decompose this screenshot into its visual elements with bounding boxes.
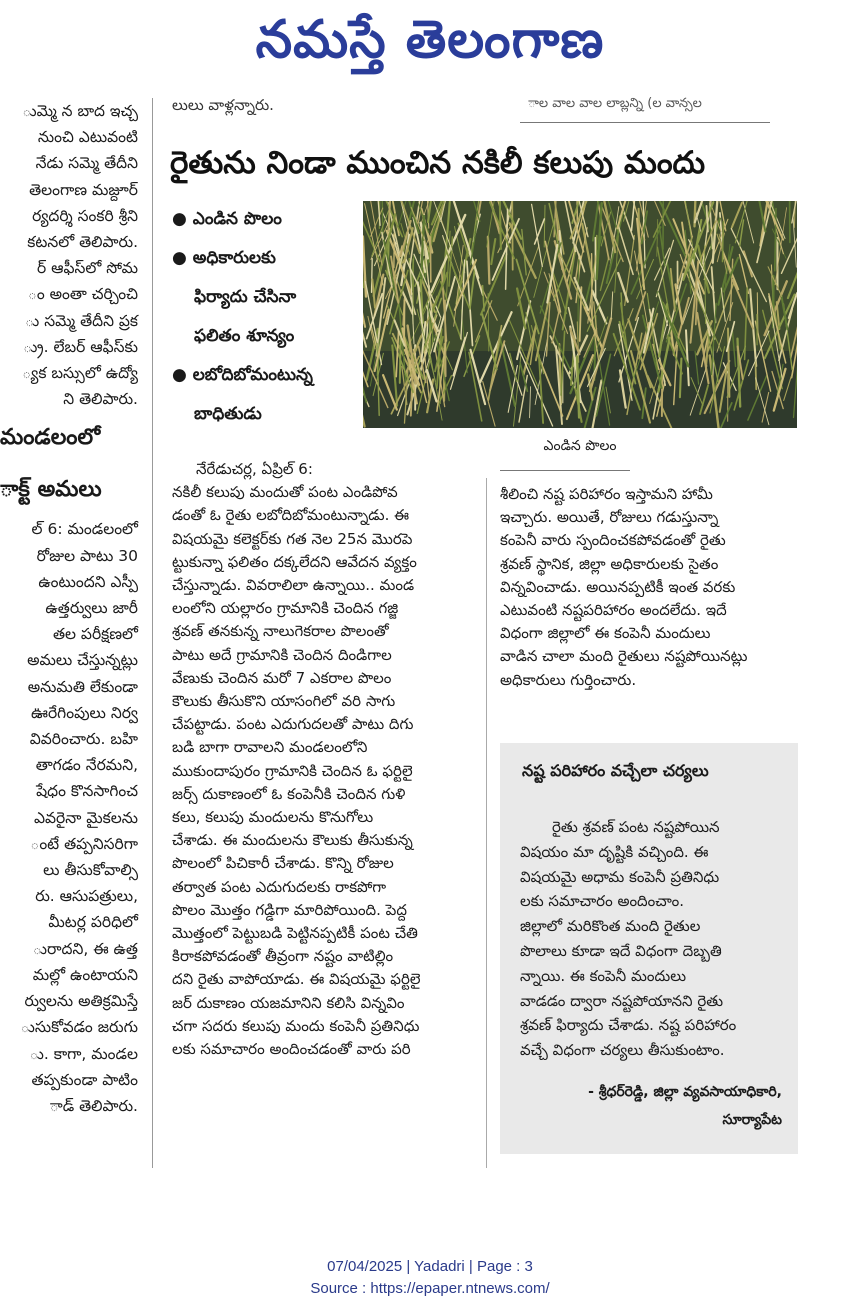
body-text-line: జర్ దుకాణం యజమానిని కలిసి విన్నవిం — [172, 993, 405, 1012]
bullet-line: ఫలితం శూన్యం — [194, 326, 295, 346]
left-text-line: ఎవరైనా మైకలను — [34, 808, 138, 827]
left-text-line: కటనలో తెలిపారు. — [27, 233, 138, 252]
body-text-line: లంలోని యల్లారం గ్రామానికి చెందిన గజ్జి — [172, 599, 399, 618]
left-text-line: ు సమ్మె తేదీని ప్రక — [24, 311, 138, 330]
quote-text-line: వాడడం ద్వారా నష్టపోయానని రైతు — [520, 991, 724, 1010]
article-body-column-2 — [500, 483, 800, 692]
left-text-line: రు. ఆసుపత్రులు, — [35, 887, 138, 906]
left-text-line: ఊరేగింపులు నిర్వ — [31, 703, 138, 722]
quote-text-line: విషయమై అధామ కంపెనీ ప్రతినిధు — [520, 867, 720, 886]
quote-text-line: విషయం మా దృష్టికి వచ్చింది. ఈ — [520, 842, 709, 861]
body-text-line: నేరేడుచర్ల, ఏప్రిల్ 6: — [196, 460, 313, 478]
quote-text-line: న్నాయి. ఈ కంపెనీ మందులు — [520, 966, 687, 985]
body-text-line: పొలంలో పిచికారీ చేశాడు. కొన్ని రోజుల — [172, 854, 394, 873]
left-text-line: ుసుకోవడం జరుగు — [20, 1018, 138, 1037]
left-text-line: ు. కాగా, మండల — [29, 1044, 138, 1063]
left-text-line: నుంచి ఎటువంటి — [37, 128, 138, 147]
left-text-line: ురాదని, ఈ ఉత్త — [32, 939, 138, 958]
body-text-line: చేస్తున్నాడు. వివరాలిలా ఉన్నాయి.. మండ — [172, 576, 415, 595]
top-divider — [520, 122, 770, 123]
body-text-line: విధంగా జిల్లాలో ఈ కంపెనీ మందులు — [500, 624, 711, 643]
column-divider — [152, 98, 153, 1168]
footer-date-page: 07/04/2025 | Yadadri | Page : 3 — [327, 1258, 533, 1275]
article-body-column-1 — [172, 458, 472, 1061]
body-text-line: విషయమై కలెక్టర్‌కు గత నెల 25న మొరపె — [172, 529, 413, 548]
left-text-line: మల్లో ఉంటాయని — [32, 965, 138, 984]
photo-caption: ఎండిన పొలం — [543, 438, 617, 454]
body-text-line: శీలించి నష్ట పరిహారం ఇస్తామని హామీ — [500, 485, 713, 503]
body-text-line: విన్నవించాడు. అయినప్పటికీ ఇంత వరకు — [500, 577, 736, 596]
body-text-line: శ్రవణ్ తనకున్న నాలుగెకరాల పొలంతో — [172, 622, 389, 641]
left-text-line: తల పరీక్షణలో — [52, 625, 138, 644]
left-text-line: ుమ్మె న బాద ఇచ్చ — [22, 102, 138, 120]
left-text-line: తాగడం నేరమని, — [35, 756, 138, 775]
quote-signature — [588, 1078, 782, 1134]
body-text-line: కిరాకపోవడంతో తీవ్రంగా నష్టం వాటిల్లిం — [172, 947, 394, 966]
body-text-line: అధికారులు గుర్తించారు. — [500, 670, 637, 689]
left-text-line: ని తెలిపారు. — [63, 390, 138, 409]
quote-text-line: లకు సమాచారం అందించాం. — [520, 892, 685, 911]
body-text-line: ట్టుకున్నా ఫలితం దక్కలేదని ఆవేదన వ్యక్తం — [172, 552, 417, 571]
left-text-line: షేధం కొనసాగించ — [36, 782, 138, 801]
body-text-line: జర్స్ దుకాణంలో ఓ కంపెనీకి చెందిన గుళి — [172, 784, 406, 803]
body-text-line: చగా సదరు కలుపు మందు కంపెనీ ప్రతినిధు — [172, 1016, 420, 1035]
body-text-line: ఎటువంటి నష్టపరిహారం అందలేదు. ఇదే — [500, 601, 727, 620]
body-text-line: డంతో ఓ రైతు లబోదిబోమంటున్నాడు. ఈ — [172, 506, 410, 525]
body-text-line: చేశాడు. ఈ మందులను కౌలుకు తీసుకున్న — [172, 831, 413, 850]
left-text-line: మీటర్ల పరిధిలో — [48, 913, 138, 932]
left-text-line: ాడ్ తెలిపారు. — [49, 1096, 138, 1115]
caption-divider — [500, 470, 630, 471]
left-text-line: రోజుల పాటు 30 — [36, 546, 138, 565]
left-text-line: అమలు చేస్తున్నట్లు — [27, 651, 138, 670]
column-divider-inner — [486, 478, 487, 1168]
left-text-line: ్యక బస్సులో ఉద్యో — [22, 364, 138, 383]
left-text-line: ంటే తప్పనిసరిగా — [30, 834, 138, 853]
body-text-line: మొత్తంలో పెట్టుబడి పెట్టినప్పటికీ పంట చేతి — [172, 924, 418, 943]
quote-text-line: జిల్లాలో మరికొంత మంది రైతుల — [520, 917, 701, 936]
body-text-line: నకిలీ కలుపు మందుతో పంట ఎండిపోవ — [172, 483, 398, 502]
left-subheading: మండలంలో — [0, 425, 101, 451]
signature-line: సూర్యాపేట — [722, 1112, 782, 1128]
left-subheading: ాక్ట్ అమలు — [0, 477, 102, 503]
bullet-line: ఫిర్యాదు చేసినా — [194, 287, 297, 307]
left-text-line: తెలంగాణ మజ్దూర్ — [29, 180, 138, 199]
bullet-line: ● అధికారులకు — [172, 248, 276, 268]
quote-text-line: వచ్చే విధంగా చర్యలు తీసుకుంటాం. — [520, 1041, 725, 1060]
signature-line: - శ్రీధర్‌రెడ్డి, జిల్లా వ్యవసాయాధికారి, — [588, 1084, 782, 1100]
body-text-line: చేపట్టాడు. పంట ఎదుగుదలతో పాటు దిగు — [172, 715, 414, 734]
footer-source: Source : https://epaper.ntnews.com/ — [310, 1280, 550, 1297]
quote-text-line: శ్రవణ్ ఫిర్యాదు చేశాడు. నష్ట పరిహారం — [520, 1016, 737, 1035]
left-text-line: ల్ 6: మండలంలో — [31, 520, 138, 539]
body-text-line: కౌలుకు తీసుకొని యాసంగిలో వరి సాగు — [172, 692, 396, 711]
highlight-bullets — [172, 200, 357, 434]
body-text-line: ముకుందాపురం గ్రామానికి చెందిన ఓ ఫర్టిలై — [172, 761, 413, 780]
bullet-line: ● ఎండిన పొలం — [172, 209, 282, 229]
body-text-line: లకు సమాచారం అందించడంతో వారు పరి — [172, 1040, 411, 1059]
body-text-line: పొలం మొత్తం గడ్డిగా మారిపోయింది. పెద్ద — [172, 900, 407, 919]
masthead-logo: నమస్తే తెలంగాణ — [255, 9, 605, 70]
left-text-line: లు తీసుకోవాల్సి — [43, 861, 138, 880]
cut-text-top-left: లులు వాళ్లన్నారు. — [172, 96, 274, 114]
body-text-line: కలు, కలుపు మందులను కొనుగోలు — [172, 808, 374, 827]
left-text-line: వివరించారు. బహి — [29, 730, 138, 749]
body-text-line: బడి బాగా రావాలని మండలంలోని — [172, 738, 368, 757]
quote-text-line: రైతు శ్రవణ్ పంట నష్టపోయిన — [552, 818, 720, 836]
body-text-line: వాడిన చాలా మంది రైతులు నష్టపోయినట్లు — [500, 647, 748, 666]
left-column-article — [0, 98, 142, 1119]
bullet-line: బాధితుడు — [194, 404, 262, 424]
bullet-line: ● లబోదిబోమంటున్న — [172, 365, 313, 385]
body-text-line: తర్వాత పంట ఎదుగుదలకు రాకపోగా — [172, 877, 387, 896]
cut-text-top-right: ాల వాల వాల లాబ్లన్ని (ల వాన్సల — [528, 96, 702, 111]
dried-field-photo — [363, 201, 797, 428]
left-text-line: ఉత్తర్వులు జారీ — [45, 599, 138, 618]
left-text-line: తప్పకుండా పాటిం — [31, 1070, 138, 1089]
page-footer — [0, 1256, 860, 1300]
article-headline: రైతును నిండా ముంచిన నకిలీ కలుపు మందు — [170, 145, 706, 181]
left-text-line: ర్వులను అతిక్రమిస్తే — [24, 992, 138, 1011]
official-quote-box — [500, 743, 798, 1154]
body-text-line: వేణుకు చెందిన మరో 7 ఎకరాల పొలం — [172, 668, 392, 687]
left-text-line: ్రు. లేబర్ ఆఫీస్‌కు — [23, 337, 138, 356]
body-text-line: దని రైతు వాపోయాడు. ఈ విషయమై ఫర్టిలై — [172, 970, 421, 989]
body-text-line: ఇచ్చారు. అయితే, రోజులు గడుస్తున్నా — [500, 508, 719, 527]
quote-box-body — [520, 815, 790, 1063]
quote-box-title: నష్ట పరిహారం వచ్చేలా చర్యలు — [522, 761, 709, 780]
quote-text-line: పొలాలు కూడా ఇదే విధంగా దెబ్బతి — [520, 941, 722, 960]
left-text-line: ర్యదర్శి సంకరి శ్రీని — [32, 206, 138, 225]
left-text-line: ఉంటుందని ఎస్పీ — [38, 572, 138, 591]
left-text-line: ర్ ఆఫీస్‌లో సోమ — [37, 259, 138, 278]
left-text-line: అనుమతి లేకుండా — [27, 677, 138, 696]
body-text-line: శ్రవణ్ స్థానిక, జిల్లా అధికారులకు సైతం — [500, 554, 719, 573]
left-text-line: నేడు సమ్మె తేదీని — [35, 154, 138, 173]
body-text-line: కంపెనీ వారు స్పందించకపోవడంతో రైతు — [500, 531, 726, 550]
body-text-line: పాటు అదే గ్రామానికి చెందిన దిండిగాల — [172, 645, 392, 664]
left-text-line: ం అంతా చర్చించి — [27, 285, 138, 304]
